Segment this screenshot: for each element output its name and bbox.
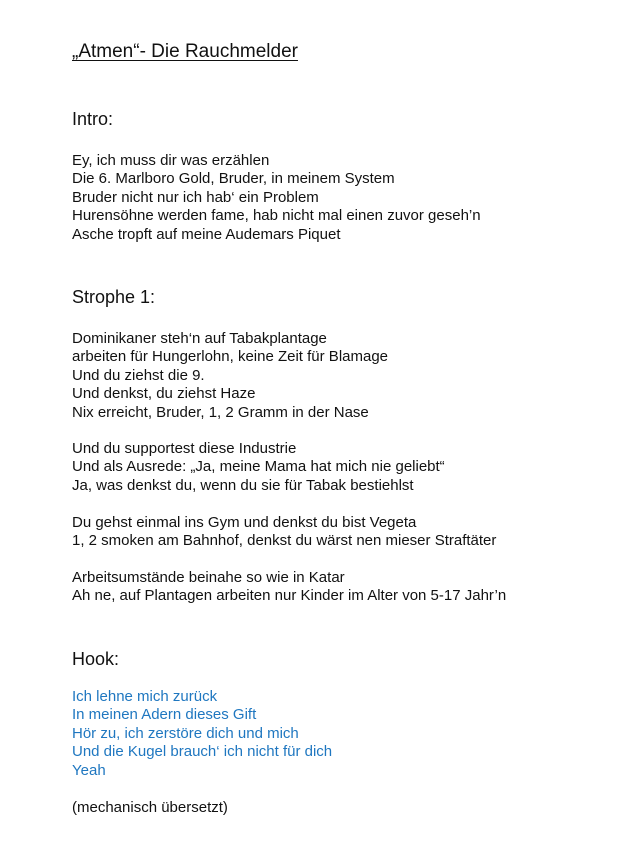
lyric-line: Ah ne, auf Plantagen arbeiten nur Kinder im Alter von 5-17 Jahr’n bbox=[72, 587, 507, 605]
translation-note: (mechanisch übersetzt) bbox=[72, 799, 228, 816]
lyric-line: Arbeitsumstände beinahe so wie in Katar bbox=[72, 569, 345, 586]
lyric-line: Asche tropft auf meine Audemars Piquet bbox=[72, 225, 341, 243]
lyric-line: Yeah bbox=[72, 761, 106, 779]
lyric-line: arbeiten für Hungerlohn, keine Zeit für Blamage bbox=[72, 348, 389, 366]
intro-lyrics bbox=[72, 152, 481, 244]
intro-heading: Intro: bbox=[72, 109, 114, 129]
strophe1-stanza bbox=[72, 514, 496, 551]
lyric-line: Dominikaner steh‘n auf Tabakplantage bbox=[72, 330, 327, 347]
lyric-line: Hurensöhne werden fame, hab nicht mal einen zuvor geseh’n bbox=[72, 207, 481, 225]
lyric-line: Und als Ausrede: „Ja, meine Mama hat mich nie geliebt“ bbox=[72, 458, 445, 476]
lyric-line: Und denkst, du ziehst Haze bbox=[72, 385, 256, 403]
strophe1-stanza bbox=[72, 569, 506, 606]
lyric-line: Hör zu, ich zerstöre dich und mich bbox=[72, 724, 299, 742]
lyric-line: Bruder nicht nur ich hab‘ ein Problem bbox=[72, 188, 319, 206]
lyric-line: 1, 2 smoken am Bahnhof, denkst du wärst nen mieser Straftäter bbox=[72, 532, 497, 550]
document-title: „Atmen“- Die Rauchmelder bbox=[72, 41, 298, 62]
lyric-line: Und die Kugel brauch‘ ich nicht für dich bbox=[72, 743, 333, 761]
lyric-line: Ich lehne mich zurück bbox=[72, 688, 218, 705]
lyric-line: In meinen Adern dieses Gift bbox=[72, 706, 257, 724]
hook-lyrics bbox=[72, 688, 332, 780]
lyric-line: Und du ziehst die 9. bbox=[72, 366, 205, 384]
strophe1-stanza bbox=[72, 440, 445, 495]
lyric-line: Nix erreicht, Bruder, 1, 2 Gramm in der Nase bbox=[72, 403, 369, 421]
strophe1-heading: Strophe 1: bbox=[72, 287, 156, 307]
lyric-line: Ja, was denkst du, wenn du sie für Tabak bestiehlst bbox=[72, 476, 414, 494]
lyric-line: Und du supportest diese Industrie bbox=[72, 440, 297, 457]
lyric-line: Die 6. Marlboro Gold, Bruder, in meinem System bbox=[72, 170, 395, 188]
hook-heading: Hook: bbox=[72, 649, 120, 669]
strophe1-stanza bbox=[72, 330, 388, 422]
lyric-line: Du gehst einmal ins Gym und denkst du bist Vegeta bbox=[72, 514, 417, 531]
lyric-line: Ey, ich muss dir was erzählen bbox=[72, 152, 270, 169]
